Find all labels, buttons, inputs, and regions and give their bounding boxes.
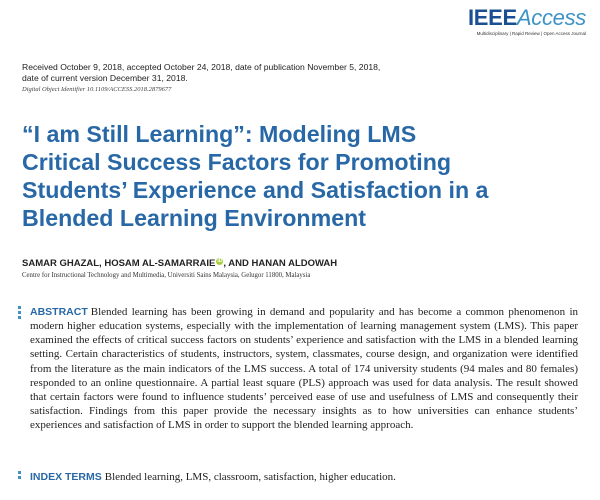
- section-marker-icon: [18, 306, 21, 321]
- logo-ieee-text: IEEE: [467, 5, 517, 30]
- author-list: [22, 258, 337, 269]
- abstract-body: [30, 305, 578, 432]
- abstract-heading: ABSTRACT: [30, 306, 88, 318]
- journal-tagline: Multidisciplinary | Rapid Review | Open Access Journal: [476, 31, 586, 36]
- affiliation: Centre for Instructional Technology and Multimedia, Universiti Sains Malaysia, Gelugor 11800, Malaysia: [22, 272, 311, 279]
- orcid-icon[interactable]: iD: [217, 258, 223, 264]
- paper-title: “I am Still Learning”: Modeling LMS Critical Success Factors for Promoting Students’ Experience and Satisfaction in a Blended Learning Environment: [22, 121, 489, 231]
- index-terms-body: [30, 470, 578, 484]
- authors-part-2: , AND HANAN ALDOWAH: [223, 258, 338, 269]
- index-terms-heading: INDEX TERMS: [30, 471, 102, 483]
- logo-access-text: Access: [516, 5, 586, 30]
- abstract-section: [18, 305, 578, 432]
- publication-dates: [22, 62, 380, 84]
- index-terms-text: Blended learning, LMS, classroom, satisfaction, higher education.: [104, 471, 396, 483]
- abstract-text: Blended learning has been growing in demand and popularity and has become a common phenomenon in modern higher education systems, especially with the implementation of learning management system (LMS). This paper examined the effects of critical success factors on students’ experience and satisfaction with the LMS in a blended learning setting. Certain characteristics of students, instructors, system, classmates, course design, and organization were identified from the literature as the main indicators of the LMS success. A total of 174 university students (94 males and 80 females) responded to an online questionnaire. A partial least square (PLS) approach was used for data analysis. The result showed that certain factors were found to influence students’ perceived ease of use and usefulness of LMS and consequently their satisfaction. Findings from this paper provide the necessary insights as to how universities can enhance students’ experiences and satisfaction of LMS in order to support the blended learning approach.: [30, 306, 578, 432]
- dates-line-1: Received October 9, 2018, accepted October 24, 2018, date of publication November 5, 2018,: [22, 62, 381, 72]
- index-terms-section: [18, 470, 578, 484]
- section-marker-icon: [18, 471, 21, 481]
- journal-logo: [468, 6, 586, 36]
- doi: Digital Object Identifier 10.1109/ACCESS.2018.2879677: [22, 86, 172, 93]
- dates-line-2: date of current version December 31, 2018.: [22, 73, 188, 83]
- authors-part-1: SAMAR GHAZAL, HOSAM AL-SAMARRAIE: [22, 258, 216, 269]
